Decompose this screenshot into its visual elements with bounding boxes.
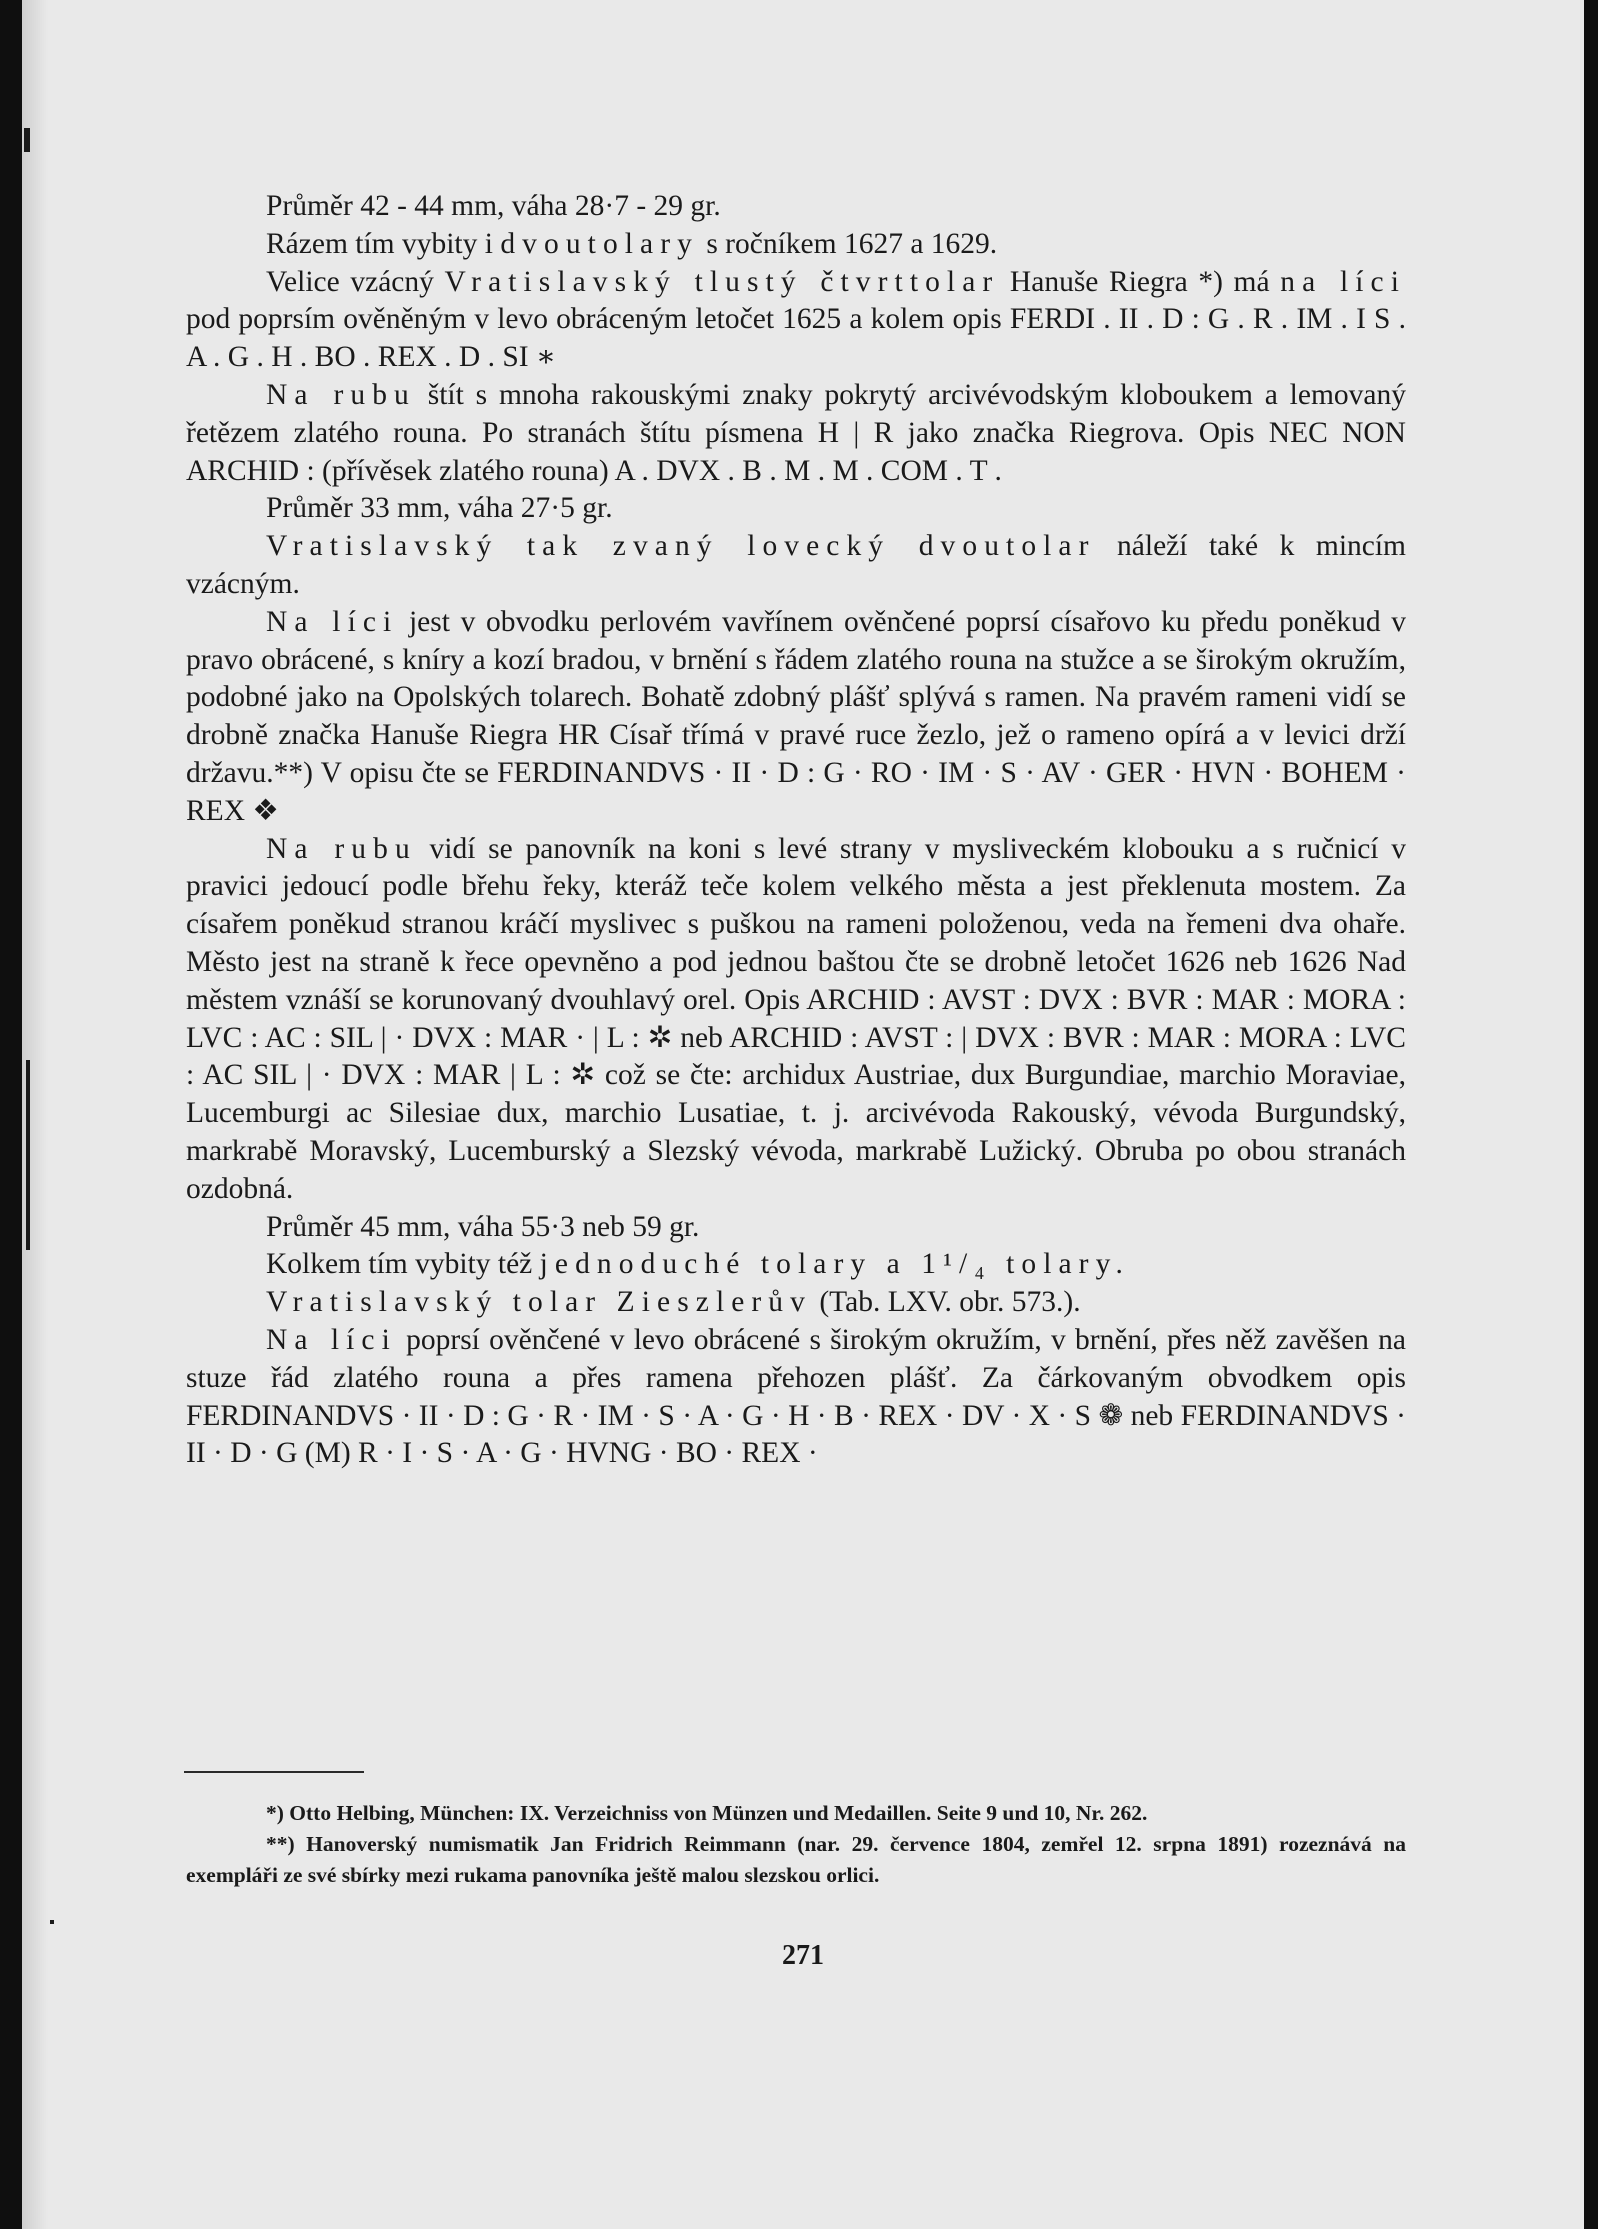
paragraph: [186, 1284, 1406, 1322]
paragraph: [186, 1209, 1406, 1247]
paragraph: [186, 528, 1406, 604]
text-run: pod poprsím ověněným v levo obráceným letočet 1625 a kolem opis FERDI . II . D : G . R . IM . I S . A . G . H . BO . REX . D . SI ∗: [186, 303, 1406, 374]
book-page: [22, 0, 1584, 2229]
text-run: s ročníkem 1627 a 1629.: [698, 227, 998, 260]
margin-mark-middle: [26, 1060, 30, 1250]
spaced-text: jednoduché tolary a 1¹/₄ tolary.: [539, 1248, 1130, 1281]
paragraph: [186, 490, 1406, 528]
text-run: Hanuše Riegra *) má: [999, 265, 1281, 298]
text-run: Velice vzácný: [266, 265, 445, 298]
spaced-text: dvoutolary: [500, 227, 699, 260]
paragraph: [186, 604, 1406, 831]
text-run: jest v obvodku perlovém vavřínem ověnčené poprsí císařovo ku předu poněkud v pravo obrácené, s kníry a kozí bradou, v brnění s řádem zlatého rouna na stužce a se širokým okružím, podobné jako na Opolských tolarech. Bohatě zdobný plášť splývá s ramen. Na pravém rameni vidí se drobně značka Hanuše Riegra HR Císař třímá v pravé ruce žezlo, jež o rameno opírá a v levici drží državu.**) V opisu čte se FERDINANDVS · II · D : G · RO · IM · S · AV · GER · HVN · BOHEM · REX ❖: [186, 605, 1407, 827]
footnote-2: **) Hanoverský numismatik Jan Fridrich Reimmann (nar. 29. července 1804, zemřel 12. srpna 1891) rozeznává na exempláři ze své sbírky mezi rukama panovníka ještě malou slezskou orlici.: [186, 1832, 1406, 1887]
text-run: Kolkem tím vybity též: [266, 1248, 540, 1281]
spaced-text: Na rubu: [266, 378, 416, 411]
page-number: 271: [782, 1940, 824, 1971]
spaced-text: Na líci: [266, 605, 399, 638]
text-run: náleží také k mincím vzácným.: [186, 530, 1406, 600]
text-run: Průměr 45 mm, váha 55·3 neb 59 gr.: [266, 1210, 700, 1243]
paragraph: [186, 1246, 1406, 1284]
margin-mark-top: [24, 128, 30, 152]
text-run: poprsí ověnčené v levo obrácené s širokým okružím, v brnění, přes něž zavěšen na stuze řád zlatého rouna a přes ramena přehozen plášť. Za čárkovaným obvodkem opis FERDINANDVS · II · D : G · R · IM · S · A · G · H · B · REX · DV · X · S ❁ neb FERDINANDVS · II · D · G (M) R · I · S · A · G · HVNG · BO · REX ·: [186, 1323, 1407, 1470]
text-run: Průměr 42 - 44 mm, váha 28·7 - 29 gr.: [266, 190, 721, 222]
footnote-1: *) Otto Helbing, München: IX. Verzeichniss von Münzen und Medaillen. Seite 9 und 10, Nr. 262.: [266, 1801, 1148, 1825]
paragraph: [186, 188, 1406, 226]
body-text: [186, 188, 1406, 1473]
paragraph: [186, 226, 1406, 264]
text-run: Rázem tím vybity i: [266, 227, 501, 260]
spaced-text: Na rubu: [266, 832, 417, 865]
paragraph: [186, 1322, 1406, 1473]
footnotes: [186, 1798, 1406, 1891]
paragraph: [186, 264, 1406, 377]
spaced-text: Vratislavský tak zvaný lovecký dvoutolar: [266, 530, 1096, 563]
spaced-text: Na líci: [266, 1323, 397, 1356]
text-run: Průměr 33 mm, váha 27·5 gr.: [266, 492, 613, 525]
text-run: štít s mnoha rakouskými znaky pokrytý arcivévodským kloboukem a lemovaný řetězem zlatého rouna. Po stranách štítu písmena H | R jako značka Riegrova. Opis NEC NON ARCHID : (přívěsek zlatého rouna) A . DVX . B . M . M . COM . T .: [186, 378, 1406, 487]
paragraph: [186, 831, 1406, 1209]
text-run: vidí se panovník na koni s levé strany v mysliveckém klobouku a s ručnicí v pravici jedoucí podle břehu řeky, kteráž teče kolem velkého města a jest překlenuta mostem. Za císařem poněkud stranou kráčí myslivec s puškou na rameni položenou, veda na řemeni dva ohaře. Město jest na straně k řece opevněno a pod jednou baštou čte se drobně letočet 1626 neb 1626 Nad městem vznáší se korunovaný dvouhlavý orel. Opis ARCHID : AVST : DVX : BVR : MAR : MORA : LVC : AC : SIL | · DVX : MAR · | L : ✲ neb ARCHID : AVST : | DVX : BVR : MAR : MORA : LVC : AC SIL | · DVX : MAR | L : ✲ což se čte: archidux Austriae, dux Burgundiae, marchio Moraviae, Lucemburgi ac Silesiae dux, marchio Lusatiae, t. j. arcivévoda Rakouský, vévoda Burgundský, markrabě Moravský, Lucemburský a Slezský vévoda, markrabě Lužický. Obruba po obou stranách ozdobná.: [186, 832, 1406, 1205]
spaced-text: na líci: [1280, 265, 1406, 298]
footnote-rule: [184, 1771, 364, 1773]
paragraph: [186, 377, 1406, 490]
margin-mark-dot: [50, 1920, 54, 1924]
spaced-text: Vratislavský tolar Zieszlerův: [266, 1286, 812, 1319]
spaced-text: Vratislavský tlustý čtvrttolar: [444, 265, 1000, 298]
text-run: (Tab. LXV. obr. 573.).: [811, 1286, 1081, 1319]
